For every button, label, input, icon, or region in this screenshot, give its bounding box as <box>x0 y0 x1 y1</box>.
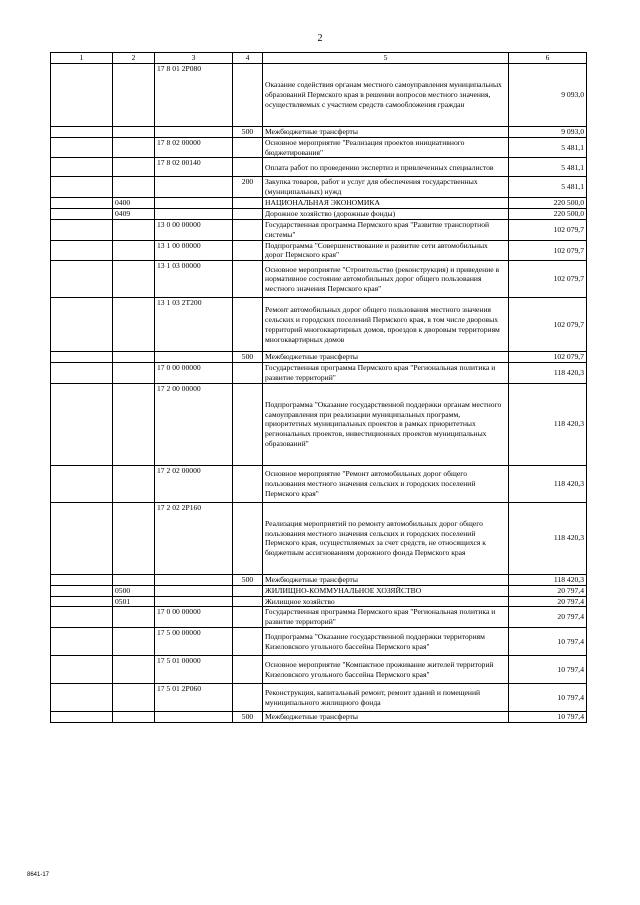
budget-table <box>50 52 587 723</box>
cell-c5: Реконструкция, капитальный ремонт, ремонт зданий и помещений муниципального жилищного фонда <box>263 684 509 712</box>
cell-c1 <box>51 712 113 723</box>
cell-c2: 0409 <box>113 209 155 220</box>
table-row <box>51 198 587 209</box>
cell-c3 <box>155 177 233 198</box>
cell-c3: 17 2 02 2Р160 <box>155 502 233 574</box>
cell-c6: 118 420,3 <box>509 363 587 384</box>
cell-c3: 13 0 00 00000 <box>155 219 233 240</box>
column-header-1: 1 <box>51 53 113 64</box>
cell-c4 <box>233 158 263 177</box>
cell-c6: 102 079,7 <box>509 352 587 363</box>
column-header-2: 2 <box>113 53 155 64</box>
cell-c5: НАЦИОНАЛЬНАЯ ЭКОНОМИКА <box>263 198 509 209</box>
cell-c3: 17 5 01 2Р060 <box>155 684 233 712</box>
cell-c2 <box>113 363 155 384</box>
cell-c4 <box>233 684 263 712</box>
cell-c1 <box>51 656 113 684</box>
cell-c6: 102 079,7 <box>509 219 587 240</box>
cell-c4 <box>233 261 263 298</box>
cell-c1 <box>51 596 113 607</box>
cell-c4 <box>233 298 263 352</box>
cell-c5: Реализация мероприятий по ремонту автомобильных дорог общего пользования местного значения сельских и городских поселений Пермского края, осуществляемых за счет средств, не относящихся к бюджетным ассигнованиям дорожного фонда Пермского края <box>263 502 509 574</box>
cell-c5: Жилищное хозяйство <box>263 596 509 607</box>
cell-c2 <box>113 126 155 137</box>
cell-c5: Ремонт автомобильных дорог общего пользования местного значения сельских и городских поселений Пермского края, в том числе дворовых территорий многоквартирных домов, проездов к дворовым территориям многоквартирных домов <box>263 298 509 352</box>
cell-c3 <box>155 712 233 723</box>
table-row <box>51 261 587 298</box>
cell-c3 <box>155 574 233 585</box>
cell-c6: 118 420,3 <box>509 465 587 502</box>
table-row <box>51 126 587 137</box>
table-row <box>51 502 587 574</box>
cell-c2 <box>113 574 155 585</box>
cell-c4 <box>233 209 263 220</box>
cell-c6: 9 093,0 <box>509 63 587 126</box>
cell-c4: 500 <box>233 574 263 585</box>
cell-c5: Государственная программа Пермского края "Региональная политика и развитие территорий" <box>263 607 509 628</box>
cell-c6: 20 797,4 <box>509 607 587 628</box>
cell-c4 <box>233 607 263 628</box>
cell-c5: Основное мероприятие "Ремонт автомобильных дорог общего пользования местного значения сельских и городских поселений Пермского края" <box>263 465 509 502</box>
table-row <box>51 574 587 585</box>
cell-c6: 10 797,4 <box>509 628 587 656</box>
table-row <box>51 585 587 596</box>
cell-c6: 5 481,1 <box>509 177 587 198</box>
cell-c6: 9 093,0 <box>509 126 587 137</box>
cell-c1 <box>51 684 113 712</box>
cell-c1 <box>51 628 113 656</box>
cell-c4 <box>233 198 263 209</box>
cell-c1 <box>51 465 113 502</box>
table-row <box>51 363 587 384</box>
cell-c1 <box>51 574 113 585</box>
cell-c5: Подпрограмма "Оказание государственной поддержки органам местного самоуправления при реализации муниципальных программ, приоритетных муниципальных проектов в рамках приоритетных региональных проектов, инвестиционных проектов муниципальных образований" <box>263 383 509 465</box>
cell-c6: 20 797,4 <box>509 585 587 596</box>
table-row <box>51 240 587 261</box>
cell-c6: 102 079,7 <box>509 261 587 298</box>
cell-c3 <box>155 352 233 363</box>
cell-c5: Оплата работ по проведению экспертиз и привлеченных специалистов <box>263 158 509 177</box>
cell-c2 <box>113 465 155 502</box>
cell-c1 <box>51 209 113 220</box>
cell-c4 <box>233 240 263 261</box>
cell-c4 <box>233 628 263 656</box>
cell-c1 <box>51 219 113 240</box>
cell-c5: ЖИЛИЩНО-КОММУНАЛЬНОЕ ХОЗЯЙСТВО <box>263 585 509 596</box>
table-row <box>51 607 587 628</box>
cell-c4: 500 <box>233 126 263 137</box>
column-header-4: 4 <box>233 53 263 64</box>
table-row <box>51 712 587 723</box>
cell-c4 <box>233 363 263 384</box>
cell-c4: 200 <box>233 177 263 198</box>
cell-c2 <box>113 383 155 465</box>
cell-c6: 220 500,0 <box>509 198 587 209</box>
table-row <box>51 596 587 607</box>
table-row <box>51 298 587 352</box>
cell-c4 <box>233 219 263 240</box>
cell-c1 <box>51 261 113 298</box>
cell-c4 <box>233 383 263 465</box>
cell-c2 <box>113 298 155 352</box>
cell-c2 <box>113 261 155 298</box>
cell-c5: Дорожное хозяйство (дорожные фонды) <box>263 209 509 220</box>
cell-c4 <box>233 585 263 596</box>
cell-c1 <box>51 607 113 628</box>
footer-code: 8641-17 <box>27 872 50 878</box>
table-row <box>51 383 587 465</box>
table-row <box>51 63 587 126</box>
table-row <box>51 177 587 198</box>
cell-c1 <box>51 298 113 352</box>
cell-c1 <box>51 383 113 465</box>
column-header-6: 6 <box>509 53 587 64</box>
cell-c2 <box>113 502 155 574</box>
page-number: 2 <box>317 33 323 44</box>
cell-c1 <box>51 585 113 596</box>
cell-c2 <box>113 684 155 712</box>
cell-c3: 17 2 00 00000 <box>155 383 233 465</box>
cell-c5: Подпрограмма "Оказание государственной поддержки территориям Кизеловского угольного бассейна Пермского края" <box>263 628 509 656</box>
cell-c1 <box>51 158 113 177</box>
cell-c3 <box>155 596 233 607</box>
table-row <box>51 352 587 363</box>
cell-c4 <box>233 596 263 607</box>
cell-c5: Межбюджетные трансферты <box>263 352 509 363</box>
cell-c2 <box>113 352 155 363</box>
cell-c4 <box>233 656 263 684</box>
cell-c6: 102 079,7 <box>509 298 587 352</box>
table-row <box>51 628 587 656</box>
cell-c6: 5 481,1 <box>509 158 587 177</box>
cell-c2: 0500 <box>113 585 155 596</box>
column-header-5: 5 <box>263 53 509 64</box>
cell-c3: 13 1 03 00000 <box>155 261 233 298</box>
cell-c1 <box>51 363 113 384</box>
table-row <box>51 656 587 684</box>
cell-c4 <box>233 137 263 158</box>
cell-c6: 20 797,4 <box>509 596 587 607</box>
cell-c3: 13 1 00 00000 <box>155 240 233 261</box>
cell-c6: 102 079,7 <box>509 240 587 261</box>
cell-c6: 118 420,3 <box>509 574 587 585</box>
table-header-row <box>51 53 587 64</box>
cell-c1 <box>51 63 113 126</box>
cell-c3 <box>155 585 233 596</box>
cell-c3: 17 0 00 00000 <box>155 363 233 384</box>
cell-c6: 5 481,1 <box>509 137 587 158</box>
cell-c5: Оказание содействия органам местного самоуправления муниципальных образований Пермского края в решении вопросов местного значения, осуществляемых с участием средств самообложения граждан <box>263 63 509 126</box>
cell-c1 <box>51 126 113 137</box>
cell-c1 <box>51 198 113 209</box>
cell-c5: Основное мероприятие "Строительство (реконструкция) и приведение в нормативное состояние автомобильных дорог общего пользования местного значения Пермского края" <box>263 261 509 298</box>
table-row <box>51 158 587 177</box>
cell-c4 <box>233 465 263 502</box>
cell-c1 <box>51 352 113 363</box>
cell-c6: 10 797,4 <box>509 712 587 723</box>
table-row <box>51 465 587 502</box>
cell-c6: 10 797,4 <box>509 684 587 712</box>
cell-c3: 17 8 02 00140 <box>155 158 233 177</box>
cell-c2 <box>113 240 155 261</box>
cell-c3 <box>155 126 233 137</box>
cell-c2 <box>113 712 155 723</box>
cell-c4: 500 <box>233 712 263 723</box>
cell-c1 <box>51 137 113 158</box>
cell-c5: Государственная программа Пермского края "Региональная политика и развитие территорий" <box>263 363 509 384</box>
cell-c2 <box>113 607 155 628</box>
cell-c3: 17 0 00 00000 <box>155 607 233 628</box>
cell-c4 <box>233 63 263 126</box>
cell-c6: 220 500,0 <box>509 209 587 220</box>
cell-c4: 500 <box>233 352 263 363</box>
cell-c2: 0400 <box>113 198 155 209</box>
cell-c2 <box>113 219 155 240</box>
cell-c2 <box>113 656 155 684</box>
cell-c3: 17 5 01 00000 <box>155 656 233 684</box>
cell-c2 <box>113 63 155 126</box>
cell-c1 <box>51 502 113 574</box>
table-row <box>51 209 587 220</box>
cell-c5: Закупка товаров, работ и услуг для обеспечения государственных (муниципальных) нужд <box>263 177 509 198</box>
cell-c3: 17 5 00 00000 <box>155 628 233 656</box>
cell-c2 <box>113 137 155 158</box>
cell-c1 <box>51 240 113 261</box>
cell-c2 <box>113 177 155 198</box>
cell-c4 <box>233 502 263 574</box>
cell-c5: Государственная программа Пермского края "Развитие транспортной системы" <box>263 219 509 240</box>
cell-c3: 17 8 02 00000 <box>155 137 233 158</box>
cell-c2 <box>113 628 155 656</box>
cell-c3: 13 1 03 2Т200 <box>155 298 233 352</box>
column-header-3: 3 <box>155 53 233 64</box>
cell-c1 <box>51 177 113 198</box>
cell-c2: 0501 <box>113 596 155 607</box>
cell-c5: Межбюджетные трансферты <box>263 574 509 585</box>
table-row <box>51 684 587 712</box>
cell-c6: 118 420,3 <box>509 383 587 465</box>
cell-c5: Межбюджетные трансферты <box>263 126 509 137</box>
cell-c3 <box>155 209 233 220</box>
cell-c5: Основное мероприятие "Компактное проживание жителей территорий Кизеловского угольного бассейна Пермского края" <box>263 656 509 684</box>
table-row <box>51 219 587 240</box>
cell-c5: Подпрограмма "Совершенствование и развитие сети автомобильных дорог Пермского края" <box>263 240 509 261</box>
cell-c3: 17 2 02 00000 <box>155 465 233 502</box>
cell-c3: 17 8 01 2Р080 <box>155 63 233 126</box>
cell-c6: 118 420,3 <box>509 502 587 574</box>
cell-c5: Основное мероприятие "Реализация проектов инициативного бюджетирования" <box>263 137 509 158</box>
cell-c5: Межбюджетные трансферты <box>263 712 509 723</box>
cell-c6: 10 797,4 <box>509 656 587 684</box>
table-row <box>51 137 587 158</box>
cell-c2 <box>113 158 155 177</box>
cell-c3 <box>155 198 233 209</box>
